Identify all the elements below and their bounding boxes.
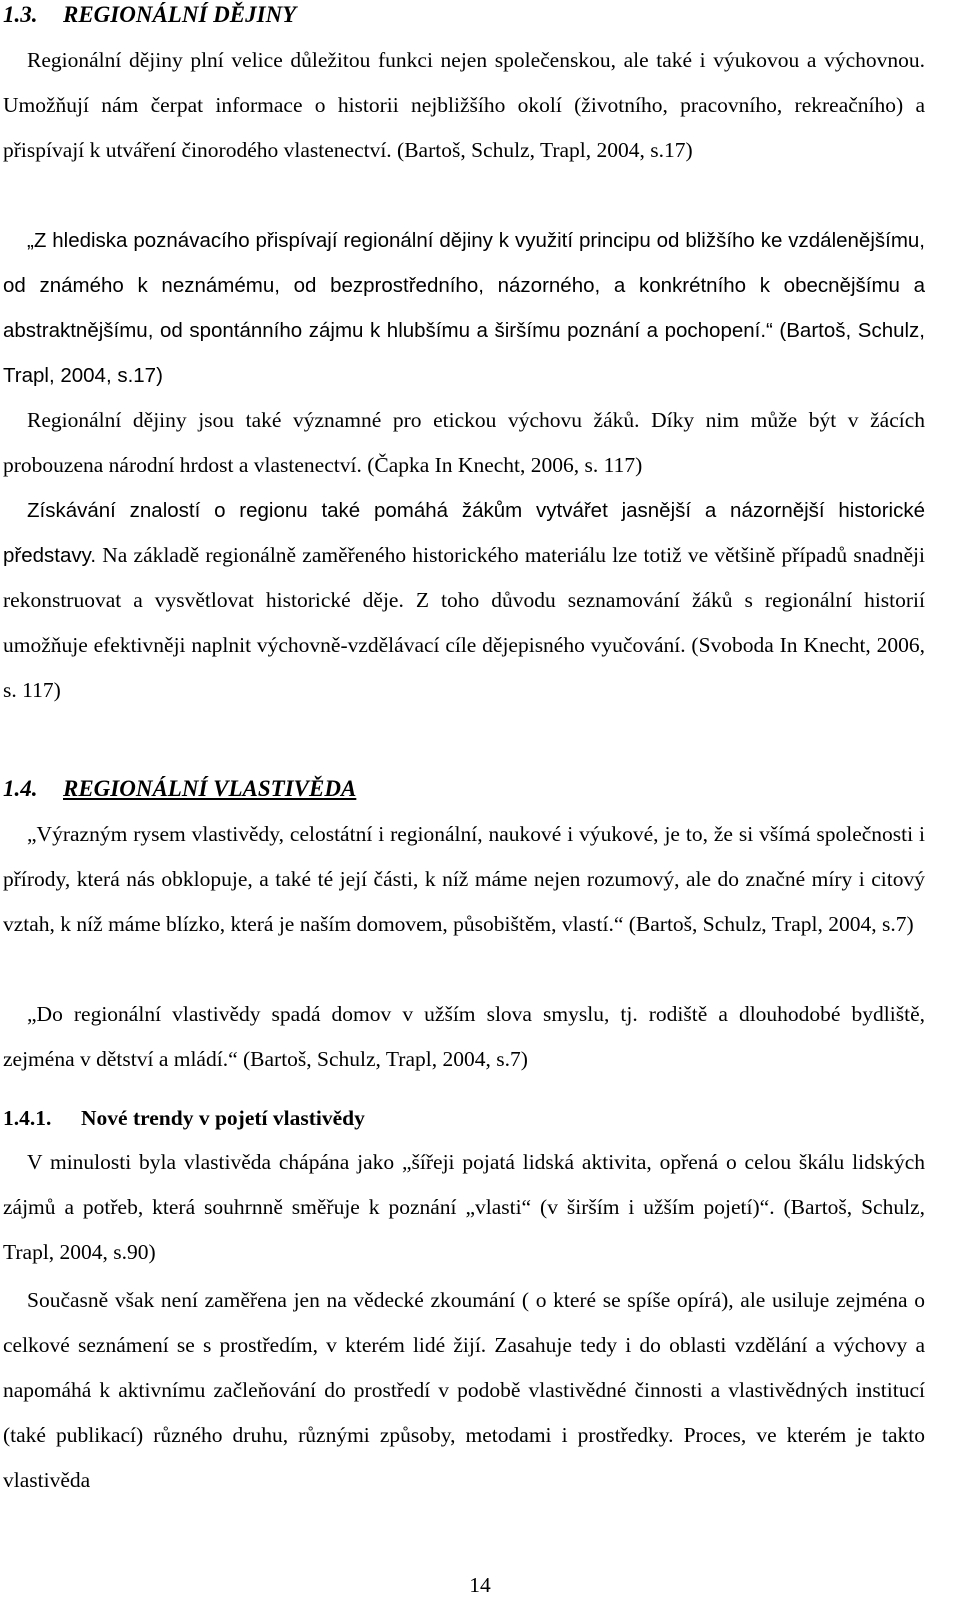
section-title: REGIONÁLNÍ VLASTIVĚDA: [63, 776, 357, 801]
section-heading-1-4: [3, 776, 356, 802]
paragraph-regional-knowledge-part-2: Na základě regionálně zaměřeného historického materiálu lze totiž ve většině případů snadněji rekonstruovat a vysvětlovat historické děje. Z toho důvodu seznamování žáků s regionální historií umožňuje efektivněji naplnit výchovně-vzdělávací cíle dějepisného vyučování. (Svoboda In Knecht, 2006, s. 117): [3, 543, 925, 702]
paragraph-regional-knowledge-part-1: Získávání znalostí o regionu také pomáhá žákům vytvářet jasnější a názornější historické představy.: [3, 499, 925, 567]
section-heading-1-4-1: [3, 1106, 365, 1131]
paragraph-current-conception: Současně však není zaměřena jen na vědecké zkoumání ( o které se spíše opírá), ale usiluje zejména o celkové seznámení se s prostředím, v kterém lidé žijí. Zasahuje tedy i do oblasti vzdělání a výchovy a napomáhá k aktivnímu začleňování do prostředí v podobě vlastivědné činnosti a vlastivědných institucí (také publikací) různého druhu, různými způsoby, metodami i prostředky. Proces, ve kterém je takto vlastivěda: [3, 1288, 925, 1492]
paragraph-regional-history-functions: Regionální dějiny plní velice důležitou funkci nejen společenskou, ale také i výukovou a výchovnou. Umožňují nám čerpat informace o historii nejbližšího okolí (životního, pracovního, rekreačního) a přispívají k utváření činorodého vlastenectví. (Bartoš, Schulz, Trapl, 2004, s.17): [3, 48, 925, 162]
section-title: REGIONÁLNÍ DĚJINY: [63, 2, 297, 27]
paragraph-quote-vlastiveda-trait: „Výrazným rysem vlastivědy, celostátní i regionální, naukové i výukové, je to, že si všímá společnosti i přírody, která nás obklopuje, a také té její části, k níž máme nejen rozumový, ale do značné míry i citový vztah, k níž máme blízko, která je naším domovem, působištěm, vlastí.“ (Bartoš, Schulz, Trapl, 2004, s.7): [3, 822, 925, 936]
section-number: 1.4.: [3, 776, 38, 801]
section-number: 1.3.: [3, 2, 38, 27]
page-number: 14: [469, 1573, 491, 1597]
paragraph-past-conception: V minulosti byla vlastivěda chápána jako „šířeji pojatá lidská aktivita, opřená o celou škálu lidských zájmů a potřeb, která souhrnně směřuje k poznání „vlasti“ (v širším i užším pojetí)“. (Bartoš, Schulz, Trapl, 2004, s.90): [3, 1150, 925, 1264]
section-title: Nové trendy v pojetí vlastivědy: [81, 1106, 365, 1130]
section-number: 1.4.1.: [3, 1106, 52, 1130]
paragraph-regional-knowledge: [3, 488, 925, 713]
paragraph-quote-regional-vlastiveda: „Do regionální vlastivědy spadá domov v užším slova smyslu, tj. rodiště a dlouhodobé bydliště, zejména v dětství a mládí.“ (Bartoš, Schulz, Trapl, 2004, s.7): [3, 1002, 925, 1071]
section-heading-1-3: [3, 2, 296, 28]
paragraph-ethical-education: Regionální dějiny jsou také významné pro etickou výchovu žáků. Díky nim může být v žácích probouzena národní hrdost a vlastenectví. (Čapka In Knecht, 2006, s. 117): [3, 408, 925, 477]
paragraph-quote-cognitive: „Z hlediska poznávacího přispívají regionální dějiny k využití principu od bližšího ke vzdálenějšímu, od známého k neznámému, od bezprostředního, názorného, a konkrétního k obecnějšímu a abstraktnějšímu, od spontánního zájmu k hlubšímu a širšímu poznání a pochopení.“ (Bartoš, Schulz, Trapl, 2004, s.17): [3, 229, 925, 387]
